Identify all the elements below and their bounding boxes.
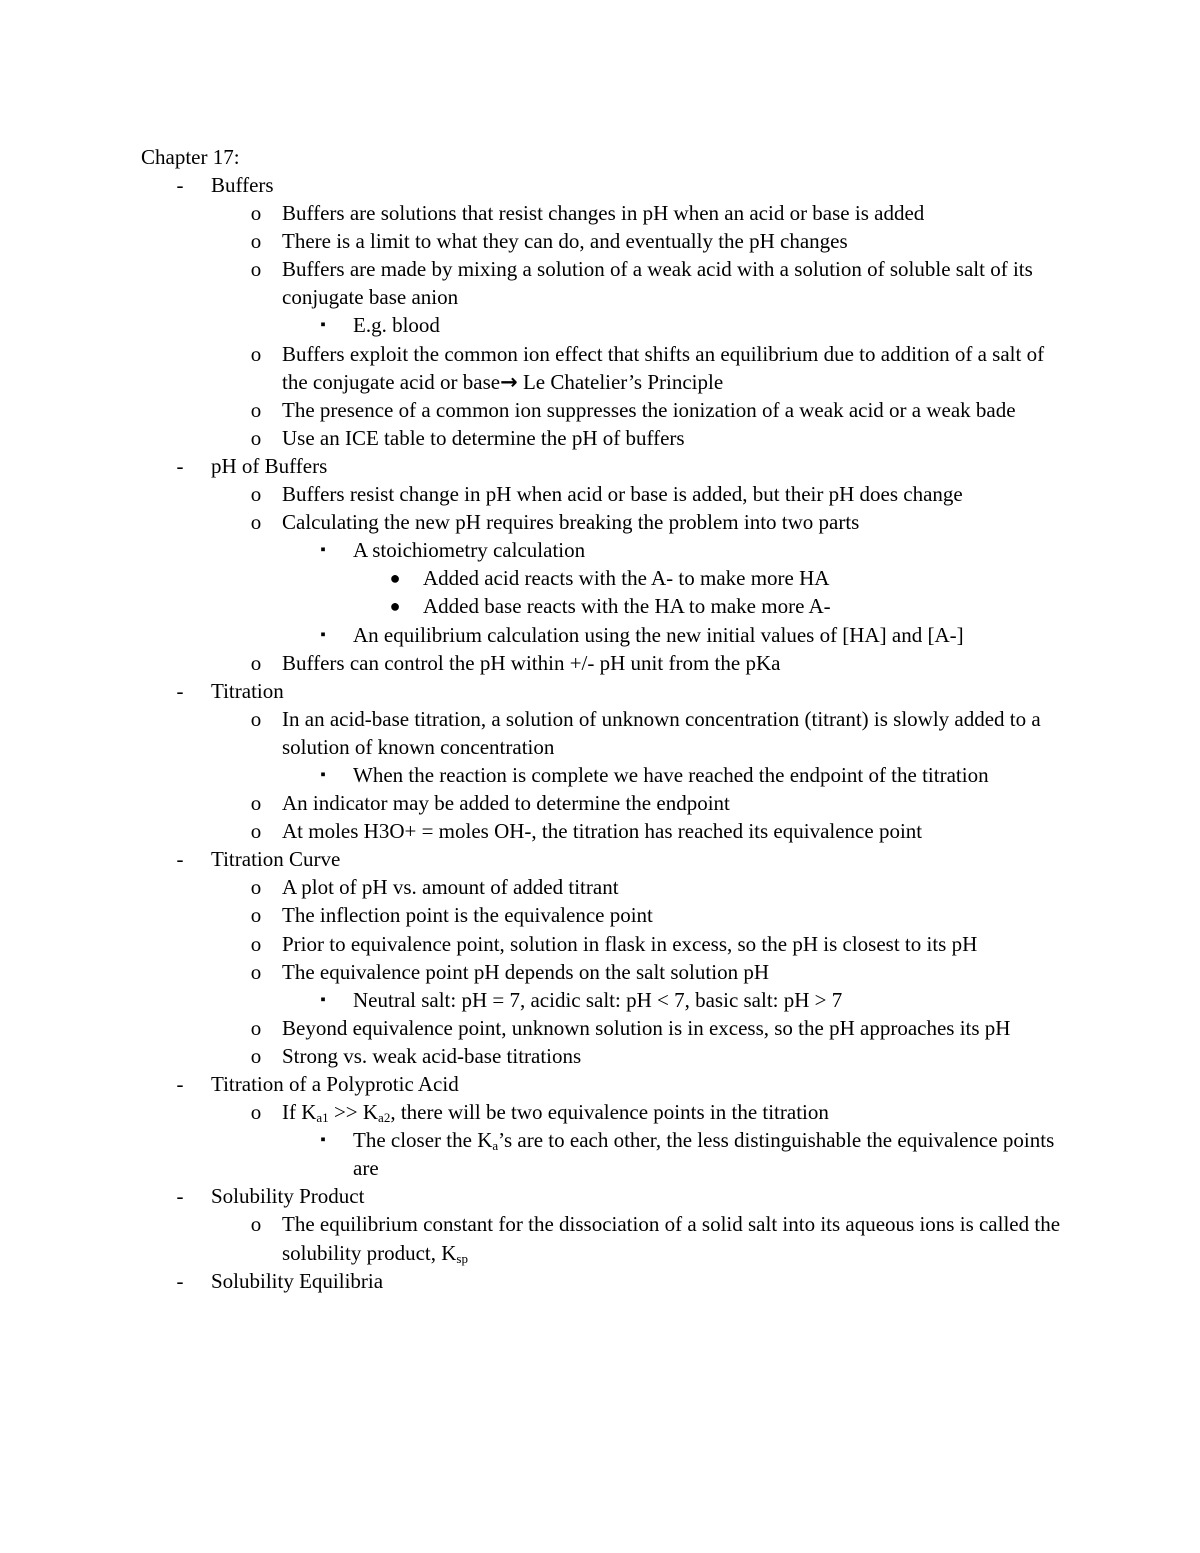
list-item: o Buffers can control the pH within +/- pH unit from the pKa — [0, 649, 1200, 677]
circle-bullet: o — [250, 397, 262, 422]
circle-bullet: o — [250, 1015, 262, 1040]
circle-bullet: o — [250, 903, 262, 928]
square-bullet: ▪ — [320, 317, 326, 334]
list-item: o Use an ICE table to determine the pH of buffers — [0, 424, 1200, 452]
section-heading: - Titration of a Polyprotic Acid — [0, 1070, 1200, 1098]
square-bullet: ▪ — [320, 626, 326, 643]
list-item: o The inflection point is the equivalence point — [0, 901, 1200, 929]
list-item: o Buffers are made by mixing a solution of a weak acid with a solution of soluble salt of its conjugate base anion — [0, 255, 1200, 311]
list-item: o Beyond equivalence point, unknown solution is in excess, so the pH approaches its pH — [0, 1014, 1200, 1042]
section-heading: - Titration — [0, 677, 1200, 705]
dot-bullet: ● — [389, 568, 401, 589]
list-item: o At moles H3O+ = moles OH-, the titration has reached its equivalence point — [0, 817, 1200, 845]
section-heading: - Buffers — [0, 171, 1200, 199]
list-item: o In an acid-base titration, a solution of unknown concentration (titrant) is slowly added to a solution of known concentration — [0, 705, 1200, 761]
list-item: o Buffers exploit the common ion effect that shifts an equilibrium due to addition of a salt of the conjugate acid or base→ Le Chatelier’s Principle — [0, 340, 1200, 396]
list-item: o Calculating the new pH requires breaking the problem into two parts — [0, 508, 1200, 536]
section-heading: - Solubility Equilibria — [0, 1267, 1200, 1295]
list-item: o The equivalence point pH depends on the salt solution pH — [0, 958, 1200, 986]
list-subitem: ▪ An equilibrium calculation using the new initial values of [HA] and [A-] — [0, 621, 1200, 649]
list-subitem: ▪ E.g. blood — [0, 311, 1200, 339]
square-bullet: ▪ — [320, 991, 326, 1008]
circle-bullet: o — [250, 229, 262, 254]
list-subsubitem: ● Added base reacts with the HA to make more A- — [0, 592, 1200, 620]
dash-bullet: - — [176, 1184, 184, 1209]
list-item: o The equilibrium constant for the dissociation of a solid salt into its aqueous ions is called the solubility product, $K_{sp}$ — [0, 1210, 1200, 1266]
square-bullet: ▪ — [320, 1132, 326, 1149]
dash-bullet: - — [176, 847, 184, 872]
circle-bullet: o — [250, 931, 262, 956]
circle-bullet: o — [250, 1043, 262, 1068]
list-subitem: ▪ Neutral salt: pH = 7, acidic salt: pH < 7, basic salt: pH > 7 — [0, 986, 1200, 1014]
circle-bullet: o — [250, 959, 262, 984]
circle-bullet: o — [250, 257, 262, 282]
circle-bullet: o — [250, 1100, 262, 1125]
dash-bullet: - — [176, 173, 184, 197]
circle-bullet: o — [250, 1212, 262, 1237]
list-item: o Buffers are solutions that resist changes in pH when an acid or base is added — [0, 199, 1200, 227]
circle-bullet: o — [250, 875, 262, 900]
section-heading: - pH of Buffers — [0, 452, 1200, 480]
section-heading: - Titration Curve — [0, 845, 1200, 873]
circle-bullet: o — [250, 425, 262, 450]
list-item: o Strong vs. weak acid-base titrations — [0, 1042, 1200, 1070]
dash-bullet: - — [176, 1268, 184, 1293]
list-item: o A plot of pH vs. amount of added titrant — [0, 873, 1200, 901]
dash-bullet: - — [176, 678, 184, 703]
square-bullet: ▪ — [320, 542, 326, 559]
dot-bullet: ● — [389, 596, 401, 617]
circle-bullet: o — [250, 819, 262, 844]
section-heading: - Solubility Product — [0, 1182, 1200, 1210]
list-item: o If $K_{a1} >> K_{a2}$, there will be two equivalence points in the titration — [0, 1098, 1200, 1126]
list-item: o There is a limit to what they can do, and eventually the pH changes — [0, 227, 1200, 255]
list-subitem: ▪ The closer the $K_a’s$ are to each other, the less distinguishable the equivalence points are — [0, 1126, 1200, 1182]
dash-bullet: - — [176, 1072, 184, 1096]
list-subsubitem: ● Added acid reacts with the A- to make more HA — [0, 564, 1200, 592]
list-item: o An indicator may be added to determine the endpoint — [0, 789, 1200, 817]
circle-bullet: o — [250, 341, 262, 366]
list-item: o The presence of a common ion suppresses the ionization of a weak acid or a weak bade — [0, 396, 1200, 424]
list-item: o Buffers resist change in pH when acid or base is added, but their pH does change — [0, 480, 1200, 508]
arrow-right-icon: → — [500, 369, 518, 394]
dash-bullet: - — [176, 453, 184, 478]
list-subitem: ▪ When the reaction is complete we have reached the endpoint of the titration — [0, 761, 1200, 789]
square-bullet: ▪ — [320, 766, 326, 783]
circle-bullet: o — [250, 201, 262, 226]
list-item: o Prior to equivalence point, solution in flask in excess, so the pH is closest to its pH — [0, 930, 1200, 958]
circle-bullet: o — [250, 510, 262, 535]
chapter-title: Chapter 17: — [141, 145, 240, 169]
circle-bullet: o — [250, 650, 262, 675]
notes-outline — [0, 171, 1200, 1295]
circle-bullet: o — [250, 706, 262, 731]
circle-bullet: o — [250, 791, 262, 816]
circle-bullet: o — [250, 482, 262, 507]
list-subitem: ▪ A stoichiometry calculation — [0, 536, 1200, 564]
